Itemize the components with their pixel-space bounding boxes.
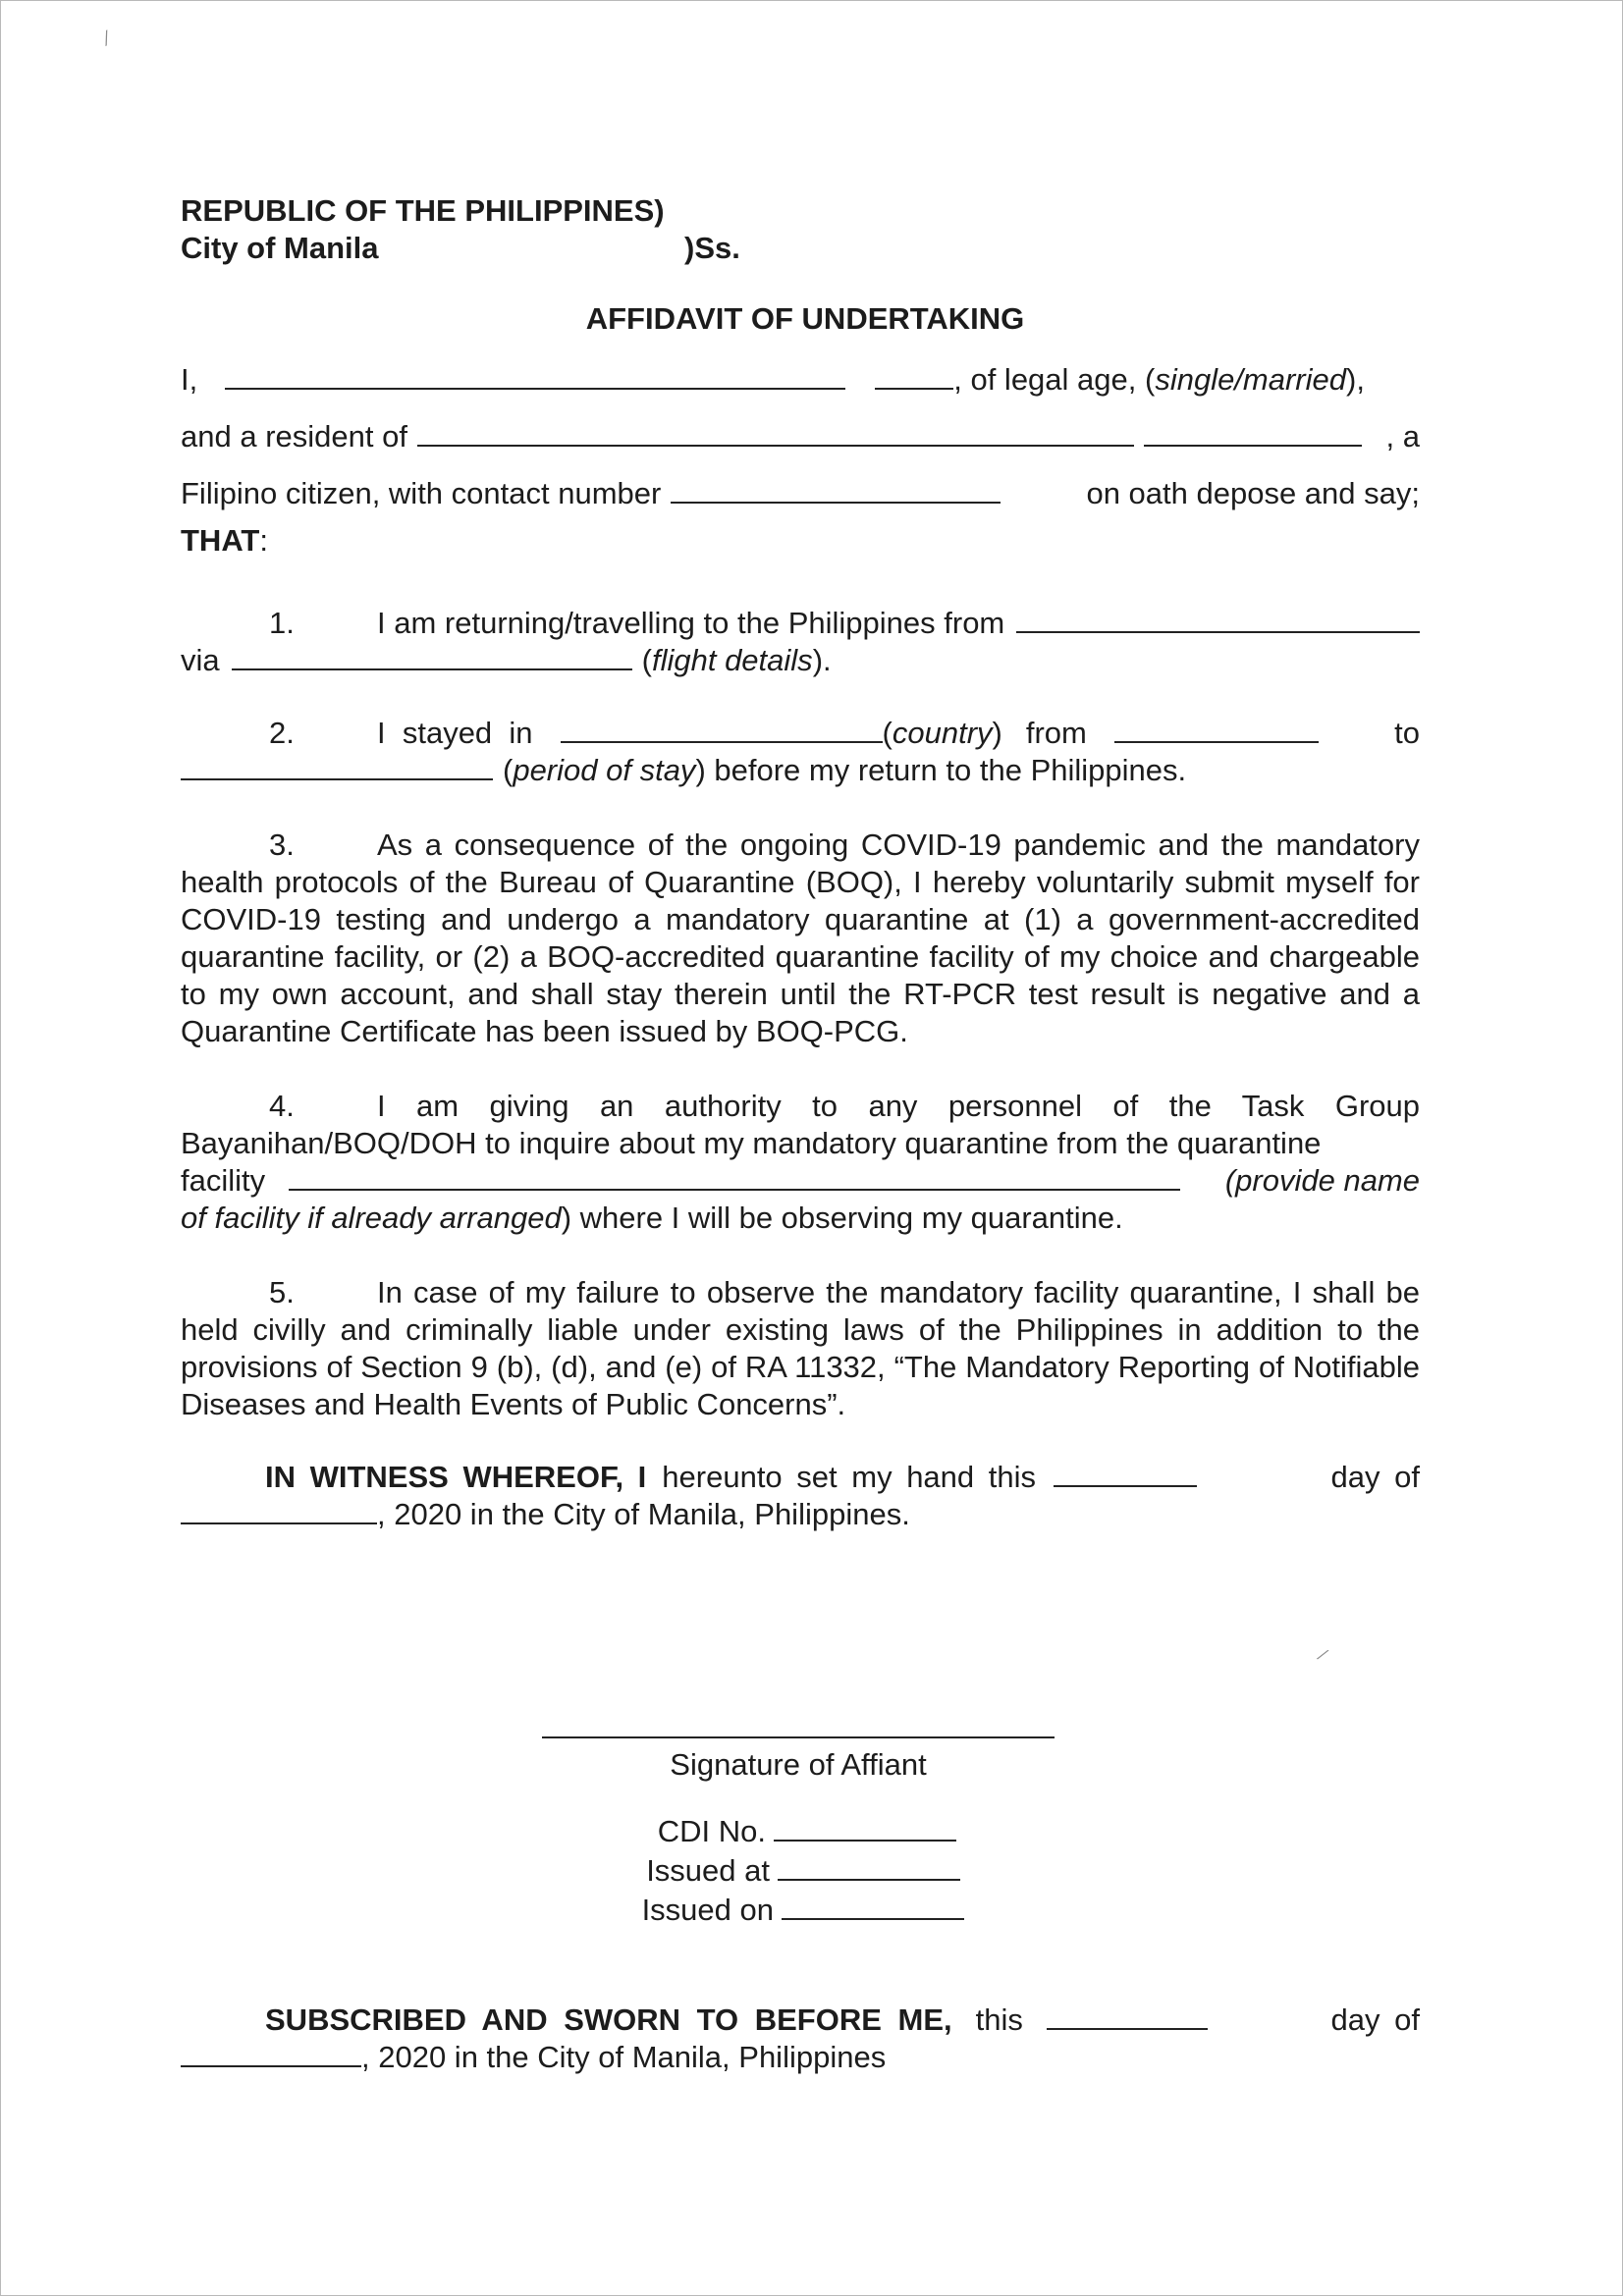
cdi-block: [632, 1812, 964, 1930]
item4-paragraph: [181, 1088, 1420, 1162]
sworn-block: [181, 2002, 1420, 2076]
item4-last-line: [181, 1200, 1420, 1237]
item3-paragraph: [181, 827, 1420, 1050]
witness-day-of: day of: [1330, 1460, 1420, 1494]
header-republic: REPUBLIC OF THE PHILIPPINES): [181, 193, 665, 228]
item5-text: In case of my failure to observe the mandatory facility quarantine, I shall be held civilly and criminally liable under existing laws of the Philippines in addition to the provisions of Section 9 (b), (d), and (e) of RA 11332, “The Mandatory Reporting of Notifiable Diseases and Health Events of Public Concerns”.: [181, 1275, 1420, 1421]
item1-close: ).: [812, 643, 832, 677]
cdi-label: CDI No.: [657, 1814, 766, 1848]
intro-marital-status: single/married: [1155, 362, 1347, 397]
cdi-number-blank[interactable]: [774, 1814, 956, 1842]
facility-name-blank[interactable]: [289, 1163, 1180, 1191]
header-city-line: [181, 230, 1420, 267]
intro-i: I,: [181, 362, 198, 397]
issued-on-row: [632, 1891, 964, 1930]
intro-a: , a: [1385, 419, 1420, 454]
that-colon: :: [259, 523, 268, 558]
sworn-day-blank[interactable]: [1047, 2002, 1208, 2030]
intro-filipino: Filipino citizen, with contact number: [181, 476, 662, 510]
sworn-line-1: [181, 2002, 1420, 2039]
issued-on-blank[interactable]: [782, 1893, 964, 1920]
item2-from: from: [1025, 716, 1087, 750]
witness-text: hereunto set my hand this: [662, 1460, 1037, 1494]
signature-block: [542, 1736, 927, 1784]
header-city: City of Manila: [181, 231, 379, 265]
sworn-bold: SUBSCRIBED AND SWORN TO BEFORE ME,: [265, 2002, 952, 2037]
intro-legal-age: , of legal age, (: [953, 362, 1156, 397]
document-title: AFFIDAVIT OF UNDERTAKING: [585, 301, 1025, 336]
item1-via: via: [181, 643, 220, 677]
item2-period: period of stay: [513, 753, 696, 787]
origin-country-blank[interactable]: [1016, 606, 1420, 633]
item2-number: 2.: [269, 716, 295, 750]
item1-flight-details: flight details: [651, 643, 813, 677]
sworn-line-2: [181, 2039, 1420, 2076]
item1-number: 1.: [269, 606, 295, 640]
sworn-month-blank[interactable]: [181, 2040, 361, 2067]
flight-details-blank[interactable]: [232, 643, 632, 670]
item5-paragraph: [181, 1274, 1420, 1423]
issued-at-label: Issued at: [646, 1853, 770, 1888]
witness-day-blank[interactable]: [1054, 1460, 1197, 1487]
witness-year-place: , 2020 in the City of Manila, Philippines.: [377, 1497, 910, 1531]
affidavit-document: [181, 192, 1420, 1533]
item2-to: to: [1394, 716, 1420, 750]
witness-month-blank[interactable]: [181, 1497, 377, 1524]
name-blank[interactable]: [225, 362, 845, 390]
item4-facility-line: [181, 1162, 1420, 1200]
issued-on-label: Issued on: [641, 1893, 774, 1927]
country-stayed-blank[interactable]: [561, 716, 883, 743]
item3-number: 3.: [269, 828, 295, 862]
item2-country: country: [892, 716, 993, 750]
intro-line-3: [181, 475, 1420, 512]
cdi-row: [632, 1812, 964, 1851]
item4-facility: facility: [181, 1163, 266, 1198]
item4-number: 4.: [269, 1089, 295, 1123]
that-label: THAT: [181, 523, 260, 558]
sworn-this: this: [975, 2002, 1023, 2037]
intro-line-1: [181, 361, 1420, 399]
item2-stayed: I stayed in: [377, 716, 533, 750]
item1-line-2: via ( flight details ).: [181, 643, 832, 677]
item1-text: I am returning/travelling to the Philippines from: [377, 606, 1005, 640]
age-blank[interactable]: [875, 362, 953, 390]
header-ss: )Ss.: [684, 231, 740, 265]
witness-bold: IN WITNESS WHEREOF, I: [265, 1460, 647, 1494]
item4-rest: ) where I will be observing my quarantine.: [561, 1201, 1123, 1235]
item1-line-1: [181, 605, 1420, 642]
item2-line-2: ( period of stay ) before my return to the Philippines.: [181, 752, 1420, 789]
address-blank-2[interactable]: [1144, 419, 1362, 447]
item5-number: 5.: [269, 1275, 295, 1309]
intro-resident: and a resident of: [181, 419, 407, 454]
sworn-year-place: , 2020 in the City of Manila, Philippines: [361, 2040, 887, 2074]
sworn-day-of: day of: [1330, 2002, 1420, 2037]
that-line: [181, 522, 1420, 560]
signature-label: Signature of Affiant: [670, 1747, 927, 1782]
issued-at-blank[interactable]: [778, 1853, 960, 1881]
signature-line[interactable]: [542, 1736, 1055, 1738]
item3-text: As a consequence of the ongoing COVID-19 pandemic and the mandatory health protocols of the Bureau of Quarantine (BOQ), I hereby voluntarily submit myself for COVID-19 testing and undergo a mandatory quarantine at (1) a government-accredited quarantine facility, or (2) a BOQ-accredited quarantine facility of my choice and chargeable to my own account, and shall stay therein until the RT-PCR test result is negative and a Quarantine Certificate has been issued by BOQ-PCG.: [181, 828, 1420, 1048]
item4-provide: (provide name: [1224, 1163, 1420, 1198]
contact-number-blank[interactable]: [671, 476, 1001, 504]
witness-line-2: [181, 1496, 1420, 1533]
item4-text: I am giving an authority to any personnel of the Task Group Bayanihan/BOQ/DOH to inquire about my mandatory quarantine from the quarantine: [181, 1089, 1420, 1160]
scan-speck-mark: ⁄: [100, 27, 115, 49]
intro-close: ),: [1346, 362, 1365, 397]
item4-of-facility: of facility if already arranged: [181, 1201, 562, 1235]
stay-from-blank[interactable]: [1114, 716, 1319, 743]
address-blank[interactable]: [417, 419, 1134, 447]
item2-line-1: 2. I stayed in ( country ) from to: [269, 716, 1420, 750]
issued-at-row: [632, 1851, 964, 1891]
intro-line-2: [181, 418, 1420, 455]
witness-line-1: [181, 1459, 1420, 1496]
intro-oath: on oath depose and say;: [1086, 476, 1420, 510]
scan-speck-mark: ⁄: [1318, 1645, 1328, 1665]
item2-rest: ) before my return to the Philippines.: [695, 753, 1187, 787]
stay-to-blank[interactable]: [181, 753, 493, 780]
